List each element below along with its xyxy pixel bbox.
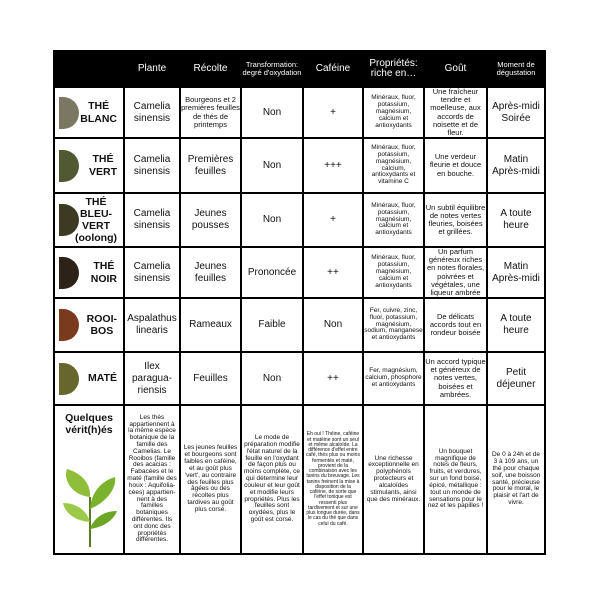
cell-proprietes: Minéraux, fluor, potassium, magnésium, calcium, antioxydants et vitamine C [364,139,423,192]
cell-proprietes: Minéraux, fluor, potassium, magnésium, calcium et antioxydants [364,88,423,137]
tea-plant-icon [61,467,119,547]
cell-moment: Petit déjeuner [488,353,544,404]
cell-gout: Un subtil équilibre de notes vertes fleuries, boisées et grillées. [425,194,486,246]
cell-plante: Aspalathus linearis [125,299,179,351]
row-name-line: THÉ [93,260,115,273]
cell-transformation: Prononcée [242,248,302,297]
row-name-line: ROOI- [86,312,117,325]
facts-cafeine: Eh oui ! Théine, caféine et matéine sont un seul et même alcaloïde. La différence d'effet entre café, thés plus ou moins fermentés et maté, provient de la combinaison avec les tanins du breuvage. Les tanins freinent la mise à disposition de la caféine, de sorte que l'effet tonique est ressenti plus tardivement et sur une plus longue durée, dans le cas du thé que dans celui du café. [304,406,362,553]
row-name-line: NOIR [90,272,117,285]
cell-cafeine: ++ [304,353,362,404]
cell-proprietes: Fer, magnésium, calcium, phosphore et antioxydants [364,353,423,404]
cell-cafeine: ++ [304,248,362,297]
cell-gout: Un accord typique et généreux de notes vertes, boisées et ambrées. [425,353,486,404]
cell-gout: Une verdeur fleurie et douce en bouche. [425,139,486,192]
cell-proprietes: Minéraux, fluor, potassium, magnésium, calcium et antioxydants [364,194,423,246]
tea-leaves-icon [59,257,79,289]
cell-gout: De délicats accords tout en rondeur boisée [425,299,486,351]
header-moment: Moment de dégustation [496,59,536,77]
cell-transformation: Faible [242,299,302,351]
row-name-line: THÉ [92,153,114,166]
cell-recolte: Feuilles [181,353,240,404]
row-name-line: (oolong) [75,232,117,245]
cell-cafeine: + [304,88,362,137]
facts-title: Quelques vérit(h)és [65,412,113,437]
facts-plante: Les thés appartiennent à la même espèce botanique de la famille des Camelias. Le Rooibos (famille des acacias : Fabacées et le maté (famille des houx : Aquifolia-cées) appartien-nent à des familles botaniques différentes. Ils ont donc des propriétés différentes. [125,406,179,553]
cell-transformation: Non [242,88,302,137]
row-label [55,299,123,351]
facts-transformation: Le mode de préparation modifie l'état naturel de la feuille en l'oxydant de façon plus ou moins complète, ce qui détermine leur couleur et leur goût et modifie leurs propriétés. Plus les feuilles sont oxydées, plus le goût est corsé. [242,406,302,553]
header-gout: Goût [444,62,467,74]
tea-comparison-table [53,50,546,555]
facts-moment: De 0 à 24h et de 3 à 109 ans, un thé pour chaque soif, une boisson santé, précieuse pour le moral, le plaisir et l'art de vivre. [488,406,544,553]
header-proprietes: Propriétés: riche en… [369,57,418,79]
cell-recolte: Rameaux [181,299,240,351]
cell-gout: Un parfum généreux riches en notes florales, poivrées et végétales, une liqueur ambrée [426,248,485,297]
facts-recolte: Les jeunes feuilles et bourgeons sont faibles en caféine, et au goût plus 'vert', au contraire des feuilles plus âgées ou des récoltes plus tardives au goût plus corsé. [181,406,240,553]
cell-transformation: Non [242,194,302,246]
facts-label-cell [55,406,123,553]
cell-moment: A toute heure [488,299,544,351]
cell-moment: Matin Après-midi [488,248,544,297]
cell-cafeine: + [304,194,362,246]
tea-leaves-icon [59,97,79,129]
tea-leaves-icon [59,150,79,182]
cell-plante: Camelia sinensis [125,194,179,246]
cell-proprietes: Minéraux, fluor, potassium, magnésium, calcium et antioxydants [364,248,423,297]
cell-moment: Après-midi Soirée [488,88,544,137]
row-label [55,88,123,137]
cell-plante: Camelia sinensis [125,139,179,192]
cell-recolte: Bourgeons et 2 premières feuilles de thés de printemps [181,88,240,137]
header-transformation: Transformation: degré d'oxydation [242,59,302,77]
row-name-line: BOS [90,325,114,337]
tea-leaves-icon [59,363,79,395]
header-cafeine: Caféine [315,62,351,74]
cell-plante: Camelia sinensis [125,88,179,137]
row-name-line: VERT [88,165,117,178]
row-name-line: THÉ [88,100,110,113]
cell-recolte: Jeunes pousses [181,194,240,246]
row-label [55,194,123,246]
row-label [55,353,123,404]
cell-transformation: Non [242,139,302,192]
cell-plante: Ilex paragua-riensis [125,353,179,404]
facts-proprietes: Une richesse exceptionnelle en polyphénols protecteurs et alcaloïdes stimulants, ainsi que des minéraux. [364,406,423,553]
row-name-line: VERT [82,220,111,232]
cell-cafeine: +++ [304,139,362,192]
cell-gout: Une fraîcheur tendre et moelleuse, aux accords de noisette et de fleur. [425,88,486,137]
tea-leaves-icon [59,309,79,341]
cell-recolte: Premières feuilles [181,139,240,192]
cell-proprietes: Fer, cuivre, zinc, fluor, potassium, magnésium, sodium, manganese et antioxydants [364,299,423,351]
row-label [55,139,123,192]
cell-transformation: Non [242,353,302,404]
header-recolte: Récolte [193,62,228,74]
cell-moment: Matin Après-midi [488,139,544,192]
cell-cafeine: Non [304,299,362,351]
row-name-line: BLANC [80,112,117,125]
cell-plante: Camelia sinensis [125,248,179,297]
row-label [55,248,123,297]
header-plante: Plante [137,62,167,74]
cell-moment: A toute heure [488,194,544,246]
facts-gout: Un bouquet magnifique de notes de fleurs, fruits, et verdures, sur un fond boisé, épicé, métallique : tout un monde de sensations pour le nez et les papilles ! [425,406,486,553]
row-name-line: THÉ [85,195,107,208]
row-name-line: BLEU- [79,207,113,220]
row-name-line: MATÉ [88,372,117,385]
cell-recolte: Jeunes feuilles [181,248,240,297]
